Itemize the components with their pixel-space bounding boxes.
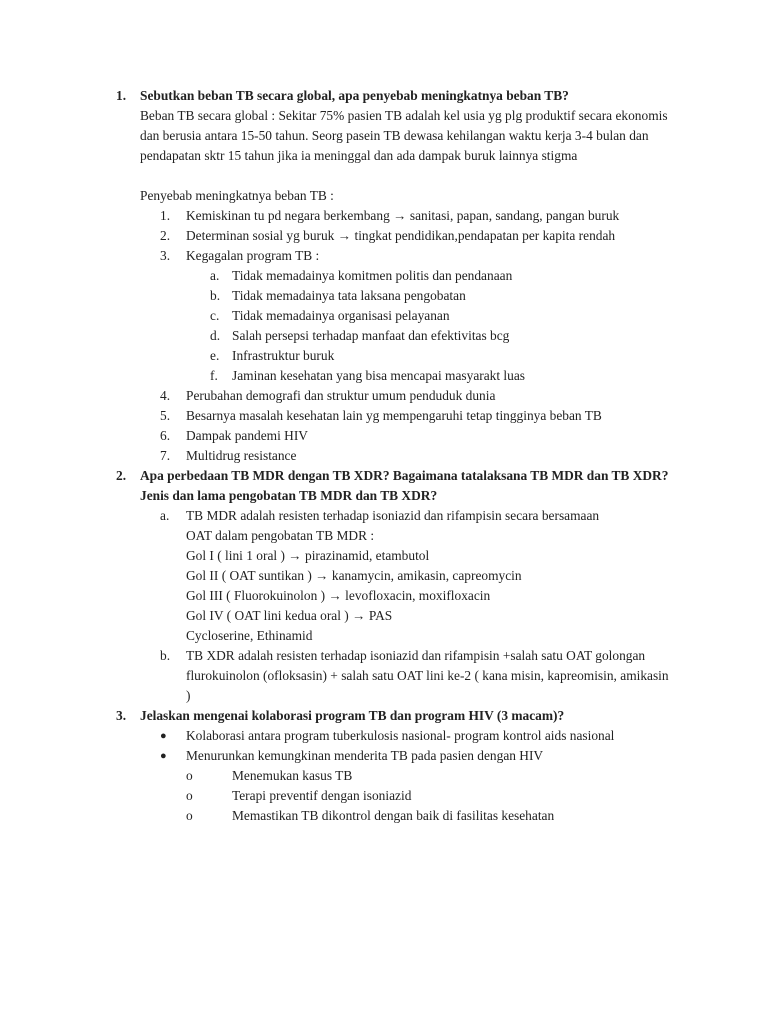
list-item-text: Gol IV ( OAT lini kedua oral ) → PAS (186, 608, 393, 623)
list-item (0, 206, 670, 226)
answer-paragraph: Beban TB secara global : Sekitar 75% pasien TB adalah kel usia yg plg produktif secara ekonomis dan berusia antara 15-50 tahun. Seorg pasein TB dewasa kehilangan waktu kerja 3-4 bulan dan pendapatan sktr 15 tahun jika ia meninggal dan ada dampak buruk lainnya stigma (140, 108, 668, 163)
list-marker: d. (210, 328, 221, 343)
question-title: Jelaskan mengenai kolaborasi program TB dan program HIV (3 macam)? (140, 708, 565, 723)
list-marker: b. (160, 648, 171, 663)
list-item-text: Terapi preventif dengan isoniazid (232, 788, 412, 803)
list-marker: 1. (160, 208, 171, 223)
question-1 (0, 86, 670, 206)
list-item-text: Gol I ( lini 1 oral ) → pirazinamid, etambutol (186, 548, 430, 563)
list-item-text: Kegagalan program TB : (186, 248, 320, 263)
list-item-text: Gol III ( Fluorokuinolon ) → levofloxacin, moxifloxacin (186, 588, 491, 603)
list-item-text: Jaminan kesehatan yang bisa mencapai masyarakt luas (232, 368, 525, 383)
sub-list-item (0, 286, 670, 306)
bullet-icon: ● (160, 730, 167, 742)
question-number: 2. (116, 468, 127, 483)
list-item-text: Multidrug resistance (186, 448, 297, 463)
list-item-text: Infrastruktur buruk (232, 348, 335, 363)
list-item-text: Menurunkan kemungkinan menderita TB pada pasien dengan HIV (186, 748, 544, 763)
list-item (0, 506, 670, 646)
list-marker: 7. (160, 448, 171, 463)
list-item (0, 246, 670, 266)
list-item-text: Kemiskinan tu pd negara berkembang → sanitasi, papan, sandang, pangan buruk (186, 208, 620, 223)
list-item-text: Cycloserine, Ethinamid (186, 628, 313, 643)
list-marker: a. (160, 508, 170, 523)
sub-list-item (0, 306, 670, 326)
list-item (0, 386, 670, 406)
list-item-text: Tidak memadainya organisasi pelayanan (232, 308, 450, 323)
list-item (0, 226, 670, 246)
question-title: Apa perbedaan TB MDR dengan TB XDR? Bagaimana tatalaksana TB MDR dan TB XDR? Jenis dan lama pengobatan TB MDR dan TB XDR? (140, 468, 669, 503)
question-title: Sebutkan beban TB secara global, apa penyebab meningkatnya beban TB? (140, 88, 569, 103)
list-marker: c. (210, 308, 220, 323)
document-page (0, 86, 768, 826)
list-item (0, 426, 670, 446)
sub-bullet-item (0, 766, 670, 786)
question-2 (0, 466, 670, 506)
hollow-bullet-icon: o (186, 788, 193, 803)
list-item-text: TB XDR adalah resisten terhadap isoniazid dan rifampisin +salah satu OAT golongan flurokuinolon (ofloksasin) + salah satu OAT lini ke-2 ( kana misin, kapreomisin, amikasin ) (186, 648, 669, 703)
sub-list-item (0, 346, 670, 366)
hollow-bullet-icon: o (186, 768, 193, 783)
sub-list-item (0, 366, 670, 386)
sub-bullet-item (0, 806, 670, 826)
question-number: 1. (116, 88, 127, 103)
list-marker: f. (210, 368, 218, 383)
list-item-text: Kolaborasi antara program tuberkulosis nasional- program kontrol aids nasional (186, 728, 615, 743)
list-item-text: TB MDR adalah resisten terhadap isoniazid dan rifampisin secara bersamaan (186, 508, 600, 523)
list-marker: 3. (160, 248, 171, 263)
list-item-text: Besarnya masalah kesehatan lain yg mempengaruhi tetap tingginya beban TB (186, 408, 602, 423)
list-item-text: Tidak memadainya tata laksana pengobatan (232, 288, 466, 303)
bullet-icon: ● (160, 750, 167, 762)
hollow-bullet-icon: o (186, 808, 193, 823)
list-item (0, 446, 670, 466)
list-item-text: Gol II ( OAT suntikan ) → kanamycin, amikasin, capreomycin (186, 568, 522, 583)
bullet-item (0, 746, 670, 766)
list-marker: 2. (160, 228, 171, 243)
list-marker: 4. (160, 388, 171, 403)
list-item-text: Perubahan demografi dan struktur umum penduduk dunia (186, 388, 496, 403)
list-item-text: OAT dalam pengobatan TB MDR : (186, 528, 375, 543)
list-item (0, 406, 670, 426)
sub-list-item (0, 266, 670, 286)
bullet-item (0, 726, 670, 746)
list-item-text: Memastikan TB dikontrol dengan baik di fasilitas kesehatan (232, 808, 555, 823)
list-marker: a. (210, 268, 220, 283)
list-item-text: Determinan sosial yg buruk → tingkat pendidikan,pendapatan per kapita rendah (186, 228, 616, 243)
list-item-text: Dampak pandemi HIV (186, 428, 308, 443)
list-marker: 6. (160, 428, 171, 443)
question-number: 3. (116, 708, 127, 723)
list-marker: b. (210, 288, 221, 303)
question-3 (0, 706, 670, 726)
list-item (0, 646, 670, 706)
list-item-text: Salah persepsi terhadap manfaat dan efektivitas bcg (232, 328, 510, 343)
list-marker: e. (210, 348, 220, 363)
list-item-text: Tidak memadainya komitmen politis dan pendanaan (232, 268, 513, 283)
sub-list-item (0, 326, 670, 346)
causes-heading: Penyebab meningkatnya beban TB : (140, 188, 334, 203)
sub-bullet-item (0, 786, 670, 806)
list-marker: 5. (160, 408, 171, 423)
list-item-text: Menemukan kasus TB (232, 768, 353, 783)
